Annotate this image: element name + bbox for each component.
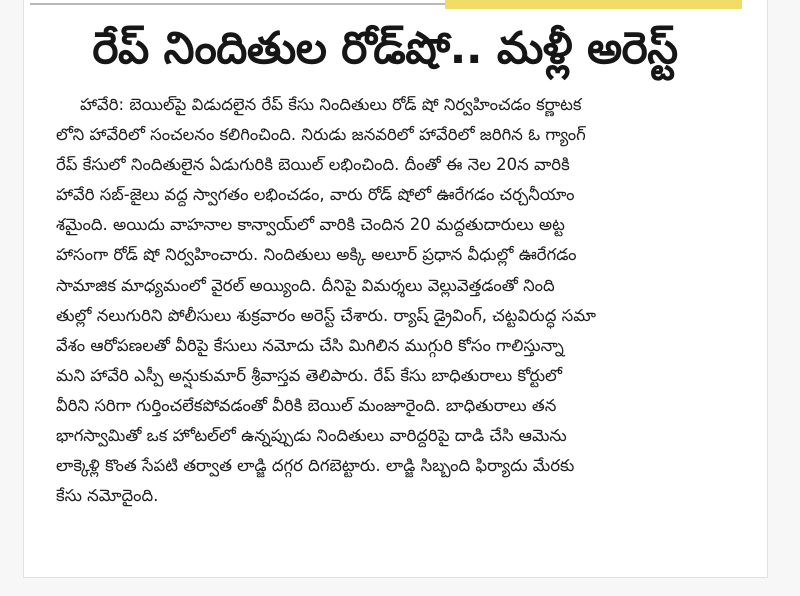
article-line: వీరిని సరిగా గుర్తించలేకపోవడంతో వీరికి బెయిల్ మంజూరైంది. బాధితురాలు తన (56, 395, 557, 415)
article-line: సామాజిక మాధ్యమంలో వైరల్ అయ్యింది. దీనిపై విమర్శలు వెల్లువెత్తడంతో నింది (56, 275, 555, 295)
article-line: వేశం ఆరోపణలతో వీరిపై కేసులు నమోదు చేసి మిగిలిన ముగ్గురి కోసం గాలిస్తున్నా (56, 335, 564, 355)
accent-bar (445, 0, 742, 9)
article-line: హావేరి: బెయిల్‌పై విడుదలైన రేప్ కేసు నిందితులు రోడ్ షో నిర్వహించడం కర్ణాటక (80, 95, 582, 114)
article-line: హాసంగా రోడ్ షో నిర్వహించారు. నిందితులు అక్కి అలూర్ ప్రధాన వీధుల్లో ఊరేగడం (56, 245, 577, 265)
article-body (56, 90, 746, 546)
article-line: లాక్కెళ్లి కొంత సేపటి తర్వాత లాడ్జి దగ్గర దిగబెట్టారు. లాడ్జి సిబ్బంది ఫిర్యాదు మేరకు (56, 456, 575, 476)
article-line: మని హావేరి ఎస్పీ అన్షుకుమార్ శ్రీవాస్తవ తెలిపారు. రేప్ కేసు బాధితురాలు కోర్టులో (56, 365, 563, 385)
article-headline: రేప్ నిందితుల రోడ్‌షో.. మళ్లీ అరెస్ట్ (92, 23, 678, 74)
article-line: లోని హావేరిలో సంచలనం కలిగించింది. నిరుడు జనవరిలో హావేరిలో జరిగిన ఓ గ్యాంగ్ (56, 125, 586, 145)
top-divider-rule (30, 3, 445, 5)
article-line: కేసు నమోదైంది. (56, 486, 159, 506)
article-line: శమైంది. అయిదు వాహనాల కాన్వాయ్‌లో వారికి చెందిన 20 మద్దతుదారులు అట్ట (56, 215, 565, 235)
article-line: రేప్ కేసులో నిందితులైన ఏడుగురికి బెయిల్ లభించింది. దీంతో ఈ నెల 20న వారికి (56, 155, 570, 175)
article-line: హావేరి సబ్-జైలు వద్ద స్వాగతం లభించడం, వారు రోడ్ షోలో ఊరేగడం చర్చనీయాం (56, 185, 575, 205)
article-line: భాగస్వామితో ఒక హోటల్‌లో ఉన్నప్పుడు నిందితులు వారిద్దరిపై దాడి చేసి ఆమెను (56, 426, 567, 446)
article-line: తుల్లో నలుగురిని పోలీసులు శుక్రవారం అరెస్ట్ చేశారు. ర్యాష్ డ్రైవింగ్, చట్టవిరుద్ధ సమా (56, 305, 596, 325)
